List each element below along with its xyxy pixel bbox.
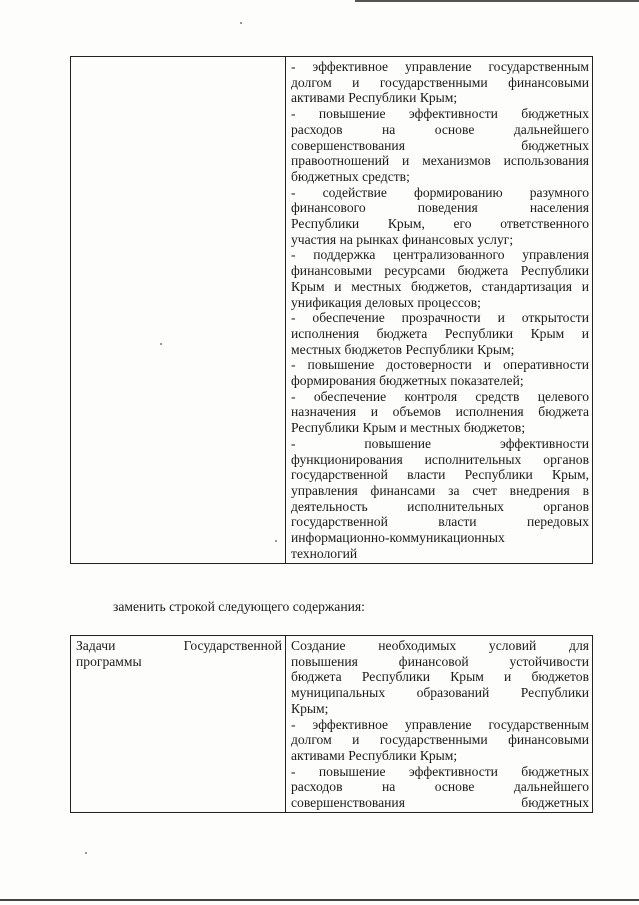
text-line: программы bbox=[76, 653, 142, 669]
text-line: совершенствования бюджетных bbox=[291, 137, 589, 153]
text-line: Создание необходимых условий для bbox=[291, 638, 589, 653]
text-line: муниципальных образований Республики bbox=[291, 685, 589, 701]
text-line: совершенствования бюджетных bbox=[291, 795, 589, 811]
text-line: бюджетных средств; bbox=[291, 168, 410, 184]
text-line: активами Республики Крым; bbox=[291, 747, 458, 763]
text-line: государственной власти Республики Крым, bbox=[291, 467, 589, 483]
text-line: государственной власти передовых bbox=[291, 514, 589, 530]
text-line: расходов на основе дальнейшего bbox=[291, 779, 589, 795]
text-line: активами Республики Крым; bbox=[291, 90, 458, 106]
text-line: - повышение достоверности и оперативности bbox=[291, 357, 589, 373]
table-cell-tasks-new bbox=[286, 636, 593, 813]
scan-speck bbox=[85, 852, 87, 854]
text-line: финансовыми ресурсами бюджета Республики bbox=[291, 263, 589, 279]
text-line: - поддержка централизованного управления bbox=[291, 247, 589, 263]
table-cell-tasks-old bbox=[286, 57, 593, 564]
table-old-row bbox=[70, 56, 593, 564]
text-line: Республики Крым, его ответственного bbox=[291, 216, 589, 232]
text-line: - содействие формированию разумного bbox=[291, 184, 589, 200]
text-line: - эффективное управление государственным bbox=[291, 59, 589, 74]
scan-edge-top bbox=[355, 0, 639, 2]
table-row bbox=[71, 636, 593, 813]
text-line: долгом и государственными финансовыми bbox=[291, 74, 589, 90]
text-line: - обеспечение прозрачности и открытости bbox=[291, 310, 589, 326]
text-line: участия на рынках финансовых услуг; bbox=[291, 231, 514, 247]
table-row bbox=[71, 57, 593, 564]
scan-speck bbox=[240, 22, 242, 24]
table-cell-empty bbox=[71, 57, 286, 564]
text-line: Крым и местных бюджетов, стандартизация и bbox=[291, 278, 589, 294]
text-line: формирования бюджетных показателей; bbox=[291, 373, 524, 389]
table-new-row bbox=[70, 635, 593, 813]
text-line: унификация деловых процессов; bbox=[291, 294, 481, 310]
text-line: деятельность исполнительных органов bbox=[291, 498, 589, 514]
text-line: правоотношений и механизмов использования bbox=[291, 153, 589, 169]
text-line: бюджета Республики Крым и бюджетов bbox=[291, 669, 589, 685]
instruction-text: заменить строкой следующего содержания: bbox=[113, 599, 365, 614]
text-line: информационно-коммуникационных bbox=[291, 530, 505, 546]
text-line: Республики Крым и местных бюджетов; bbox=[291, 420, 526, 436]
text-line: финансового поведения населения bbox=[291, 200, 589, 216]
text-line: - обеспечение контроля средств целевого bbox=[291, 388, 589, 404]
text-line: управления финансами за счет внедрения в bbox=[291, 482, 589, 498]
text-line: технологий bbox=[291, 545, 358, 561]
scan-edge-bottom bbox=[0, 899, 639, 901]
text-line: - повышение эффективности бюджетных bbox=[291, 106, 589, 122]
text-line: Крым; bbox=[291, 700, 329, 716]
text-line: назначения и объемов исполнения бюджета bbox=[291, 404, 589, 420]
text-line: местных бюджетов Республики Крым; bbox=[291, 341, 515, 357]
text-line: расходов на основе дальнейшего bbox=[291, 121, 589, 137]
text-line: долгом и государственными финансовыми bbox=[291, 732, 589, 748]
text-line: - эффективное управление государственным bbox=[291, 716, 589, 732]
table-cell-header bbox=[71, 636, 286, 813]
text-line: повышения финансовой устойчивости bbox=[291, 653, 589, 669]
text-line: функционирования исполнительных органов bbox=[291, 451, 589, 467]
text-line: - повышение эффективности бюджетных bbox=[291, 763, 589, 779]
text-line: исполнения бюджета Республики Крым и bbox=[291, 325, 589, 341]
text-line: Задачи Государственной bbox=[76, 638, 282, 653]
text-line: - повышение эффективности bbox=[291, 435, 589, 451]
